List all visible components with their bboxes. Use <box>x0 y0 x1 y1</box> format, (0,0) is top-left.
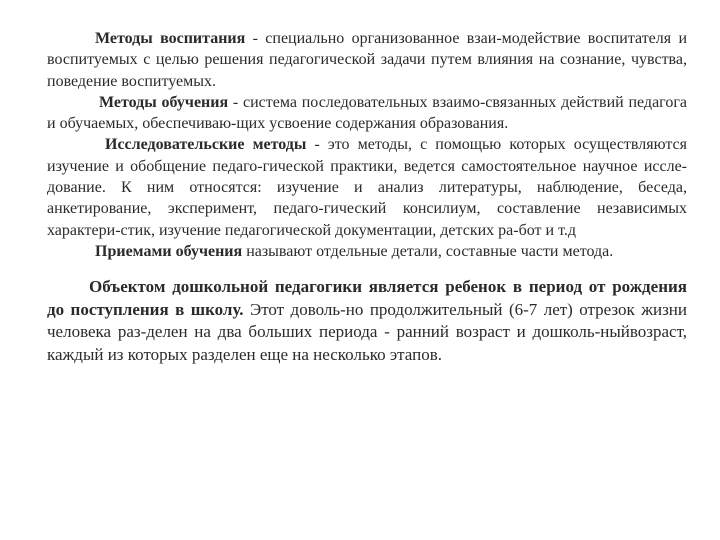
paragraph-teaching-techniques <box>47 241 687 262</box>
paragraph-research-methods <box>47 134 687 240</box>
definition-research-methods: - это методы, с помощью которых осуществляются изучение и обобщение педаго-гической практики, ведется самостоятельное научное иссле-дование. К ним относятся: изучение и анализ литературы, наблюдение, беседа, анкетирование, эксперимент, педаго-гический консилиум, составление независимых характери-стик, изучение педагогической документации, детских ра-бот и т.д <box>47 136 688 239</box>
document-page <box>47 28 687 366</box>
methods-definitions <box>47 28 687 262</box>
paragraph-teaching-methods <box>47 92 687 135</box>
preschool-pedagogy-object <box>47 276 687 366</box>
term-upbringing-methods: Методы воспитания <box>95 30 246 47</box>
definition-upbringing-methods: - специально организованное взаи-модействие воспитателя и воспитуемых с целью решения педагогической задачи путем влияния на сознание, чувства, поведение воспитуемых. <box>47 30 688 90</box>
definition-teaching-techniques: называют отдельные детали, составные части метода. <box>242 242 614 260</box>
definition-teaching-methods: - система последовательных взаимо-связанных действий педагога и обучаемых, обеспечиваю-щих усвоение содержания образования. <box>47 93 688 133</box>
paragraph-upbringing-methods <box>47 28 687 92</box>
definition-preschool-object: Этот доволь-но продолжительный (6-7 лет) отрезок жизни человека раз-делен на два больших периода - ранний возраст и дошколь-ныйвозраст, каждый из которых разделен еще на несколько этапов. <box>47 299 688 364</box>
term-teaching-methods: Методы обучения <box>99 93 229 111</box>
term-preschool-object: Объектом дошкольной педагогики является ребенок в период от рождения до поступления в школу. <box>47 277 687 319</box>
term-research-methods: Исследовательские методы <box>105 136 307 154</box>
paragraph-preschool-object <box>47 276 687 366</box>
term-teaching-techniques: Приемами обучения <box>95 242 243 260</box>
